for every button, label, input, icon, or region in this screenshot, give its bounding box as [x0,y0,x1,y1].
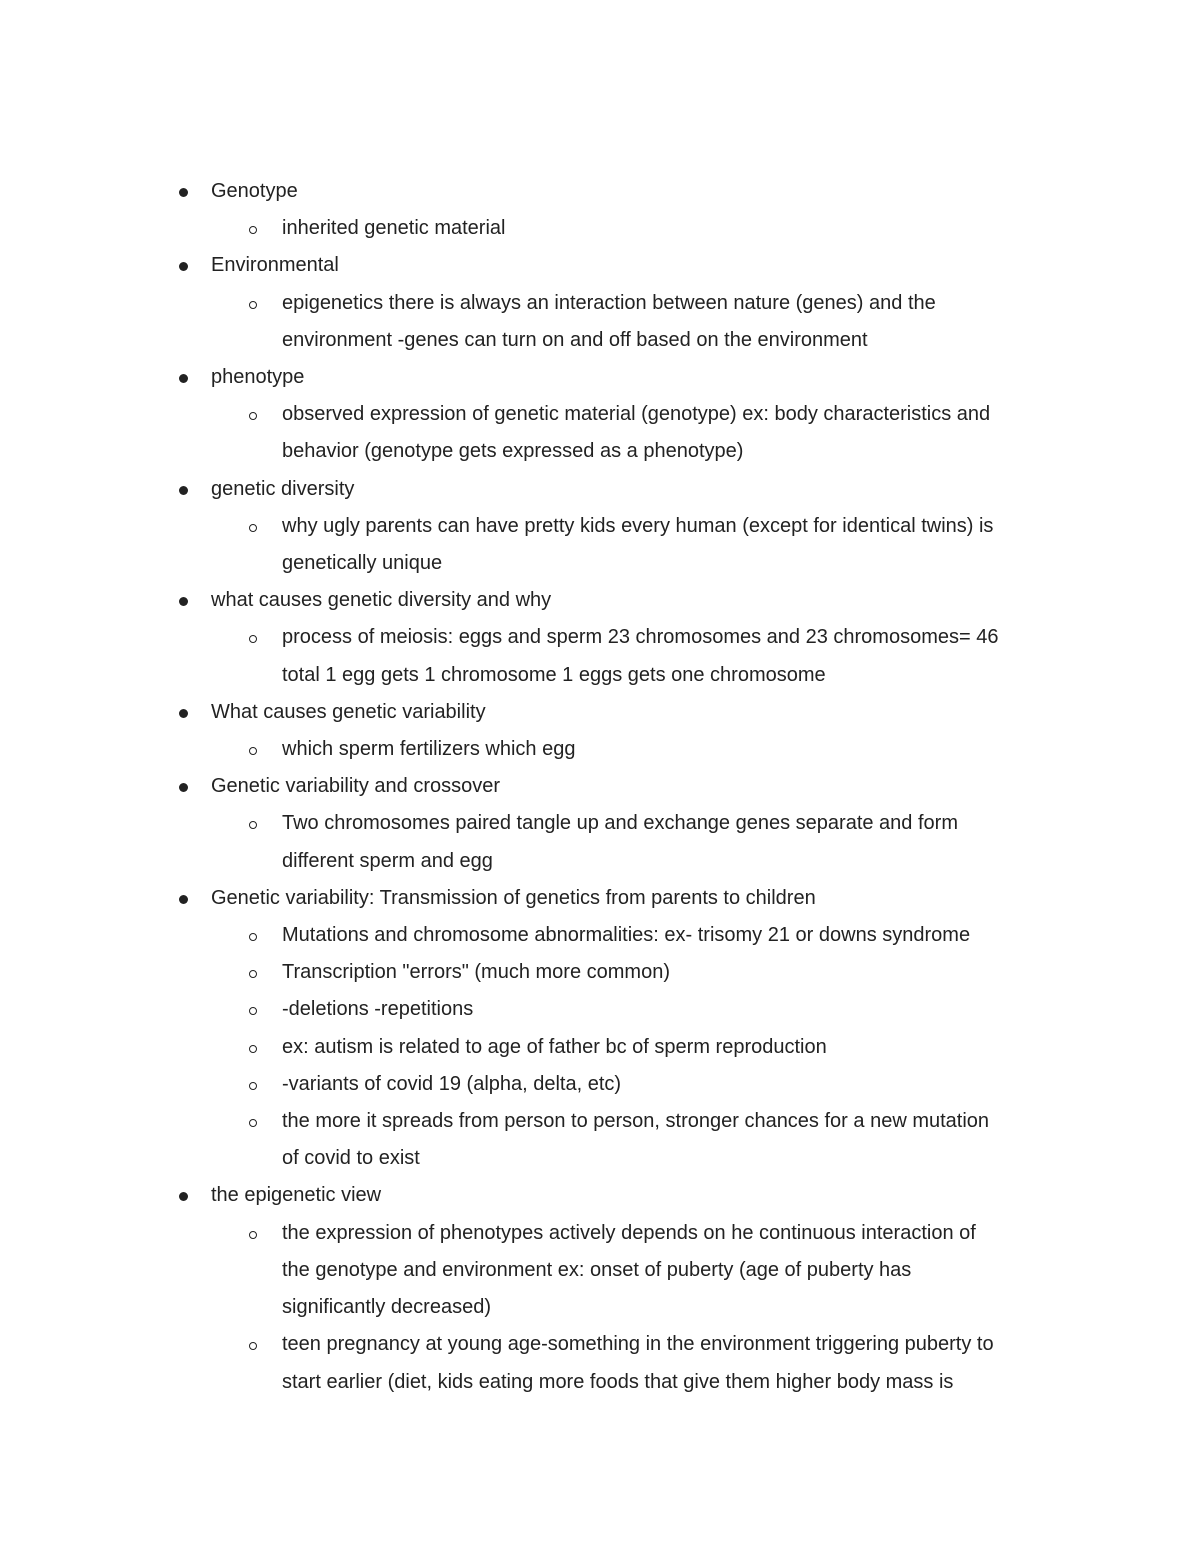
item-text: What causes genetic variability [211,700,486,723]
bullet-item-crossover [0,768,1200,805]
item-text: Genetic variability and crossover [211,775,501,798]
bullet-circle-icon [249,524,257,532]
item-text: Mutations and chromosome abnormalities: ex- trisomy 21 or downs syndrome [282,924,971,947]
bullet-circle-icon [249,301,257,309]
item-text-line: environment -genes can turn on and off based on the environment [282,328,868,351]
bullet-circle-icon [249,1231,257,1239]
bullet-disc-icon [179,486,188,495]
bullet-circle-icon [249,747,257,755]
item-text: Genetic variability: Transmission of genetics from parents to children [211,886,816,909]
bullet-item-transmission [0,880,1200,917]
item-text-line: different sperm and egg [282,849,493,872]
item-text-line: significantly decreased) [282,1296,491,1319]
item-text-line: process of meiosis: eggs and sperm 23 chromosomes and 23 chromosomes= 46 [282,626,999,649]
item-text: what causes genetic diversity and why [211,589,552,612]
item-text-line: the genotype and environment ex: onset of puberty (age of puberty has [282,1258,912,1281]
sub-item-deletions [0,991,1200,1028]
item-text-line: of covid to exist [282,1147,420,1170]
bullet-item-phenotype [0,359,1200,396]
item-text: -deletions -repetitions [282,998,474,1021]
item-text: inherited genetic material [282,217,506,240]
item-text-line: the expression of phenotypes actively depends on he continuous interaction of [282,1221,976,1244]
bullet-disc-icon [179,188,188,197]
sub-item-epigenetics [0,285,1200,359]
sub-item-transcription-errors [0,954,1200,991]
bullet-circle-icon [249,933,257,941]
sub-item-observed-expression [0,396,1200,470]
item-text: genetic diversity [211,477,355,500]
item-text: Transcription "errors" (much more common) [282,961,670,984]
sub-item-chromosomes-tangle [0,805,1200,879]
item-text: the epigenetic view [211,1184,382,1207]
item-text-line: observed expression of genetic material (genotype) ex: body characteristics and [282,403,991,426]
sub-item-inherited-material [0,210,1200,247]
item-text-line: why ugly parents can have pretty kids every human (except for identical twins) is [282,514,994,537]
sub-item-mutations [0,917,1200,954]
bullet-circle-icon [249,1045,257,1053]
sub-item-autism [0,1029,1200,1066]
item-text-line: genetically unique [282,552,443,575]
item-text-line: epigenetics there is always an interaction between nature (genes) and the [282,291,936,314]
bullet-disc-icon [179,709,188,718]
item-text-line: behavior (genotype gets expressed as a phenotype) [282,440,744,463]
item-text: ex: autism is related to age of father bc of sperm reproduction [282,1035,827,1058]
item-text: which sperm fertilizers which egg [282,738,576,761]
bullet-item-genotype [0,173,1200,210]
bullet-item-genetic-diversity [0,471,1200,508]
sub-item-teen-pregnancy [0,1326,1200,1400]
sub-item-phenotype-expression [0,1215,1200,1327]
bullet-item-causes-variability [0,694,1200,731]
notes-list [0,173,1200,1401]
bullet-disc-icon [179,374,188,383]
sub-item-spread [0,1103,1200,1177]
bullet-item-epigenetic-view [0,1177,1200,1214]
item-text: -variants of covid 19 (alpha, delta, etc) [282,1072,622,1095]
sub-item-meiosis [0,619,1200,693]
bullet-item-causes-diversity [0,582,1200,619]
item-text-line: start earlier (diet, kids eating more foods that give them higher body mass is [282,1370,954,1393]
bullet-disc-icon [179,895,188,904]
item-text-line: Two chromosomes paired tangle up and exchange genes separate and form [282,812,958,835]
item-text: Genotype [211,180,298,202]
item-text-line: the more it spreads from person to person, stronger chances for a new mutation [282,1110,990,1133]
sub-item-fertilization [0,731,1200,768]
item-text: phenotype [211,366,305,389]
item-text-line: teen pregnancy at young age-something in the environment triggering puberty to [282,1333,994,1356]
bullet-item-environmental [0,247,1200,284]
item-text-line: total 1 egg gets 1 chromosome 1 eggs gets one chromosome [282,663,826,686]
item-text: Environmental [211,254,339,277]
sub-item-genetically-unique [0,508,1200,582]
bullet-circle-icon [249,1082,257,1090]
sub-item-covid-variants [0,1066,1200,1103]
